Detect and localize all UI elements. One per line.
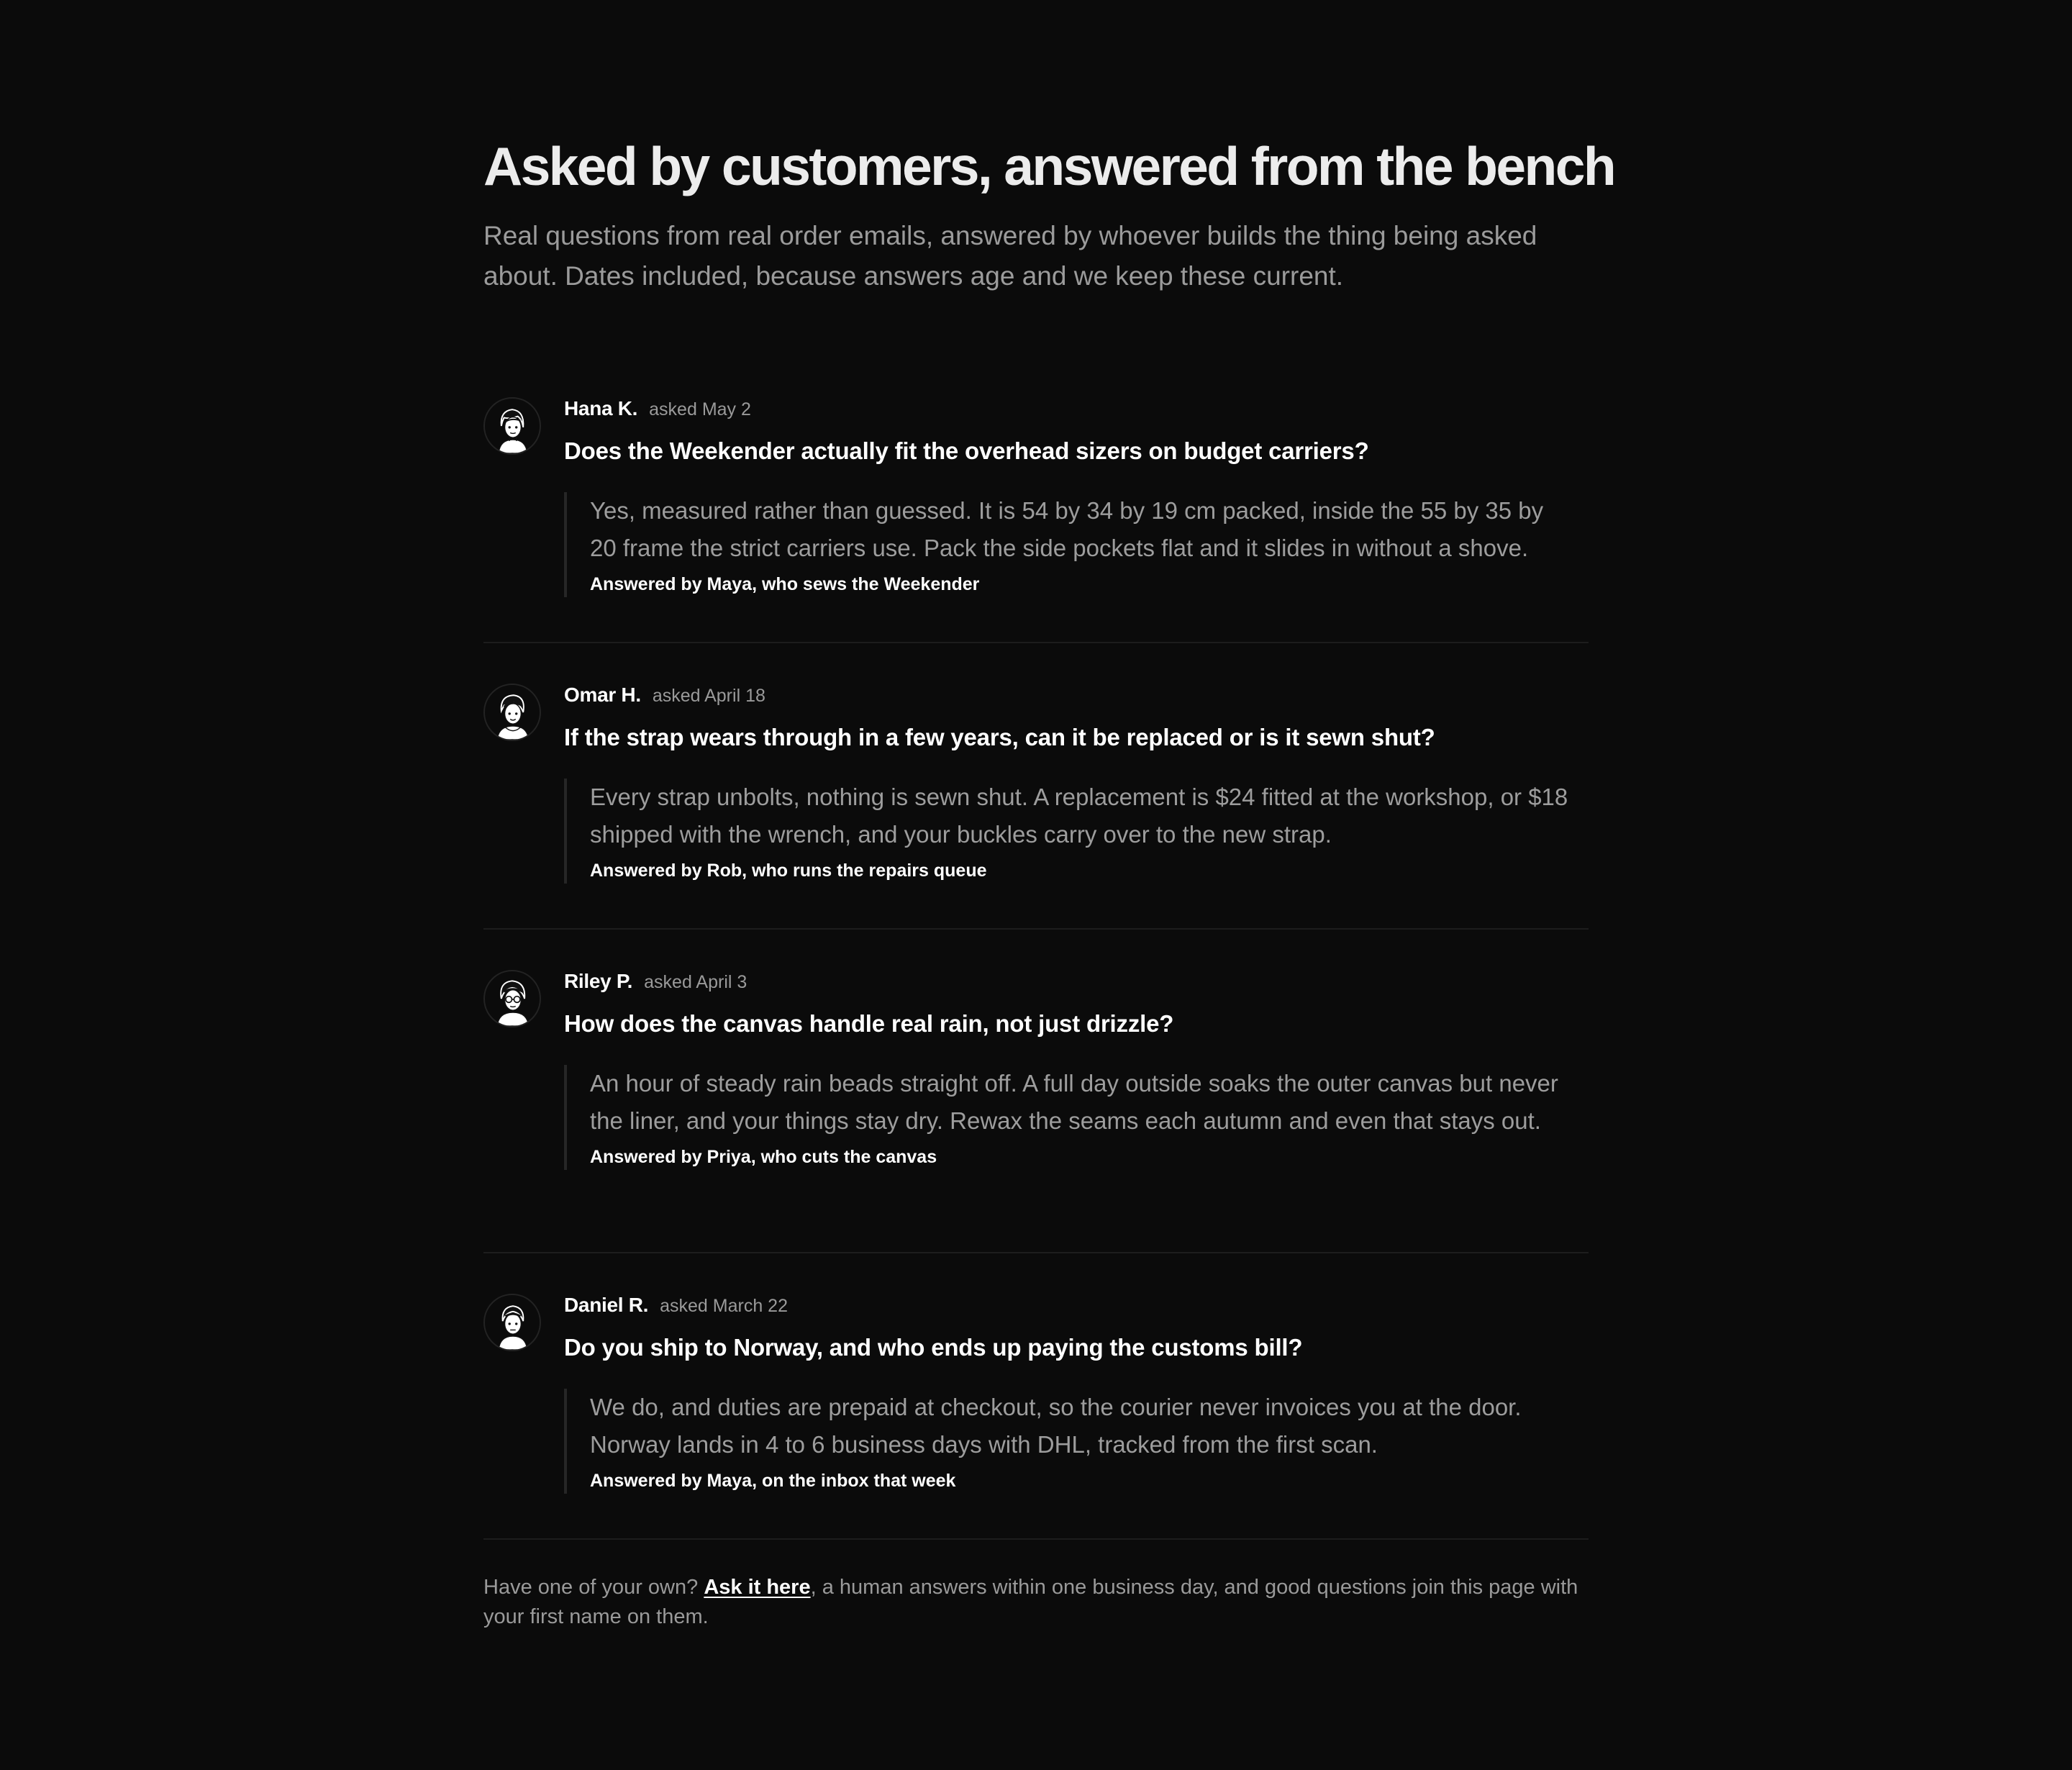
answer-attribution: Answered by Priya, who cuts the canvas bbox=[590, 1147, 937, 1167]
avatar-glasses-icon bbox=[483, 970, 541, 1027]
answer-attribution: Answered by Rob, who runs the repairs queue bbox=[590, 861, 987, 881]
question-meta bbox=[564, 684, 765, 712]
question-item bbox=[483, 684, 1589, 930]
footer-text-after: , a human answers within one business day, and good questions join this page with your first name on them. bbox=[483, 1576, 1578, 1628]
asked-date: asked May 2 bbox=[649, 399, 751, 419]
answer-block bbox=[564, 1389, 1571, 1494]
asker-name: Riley P. bbox=[564, 970, 633, 992]
question-text: If the strap wears through in a few years, can it be replaced or is it sewn shut? bbox=[564, 724, 1435, 750]
question-item bbox=[483, 970, 1589, 1253]
asker-name: Daniel R. bbox=[564, 1294, 649, 1316]
asker-name: Hana K. bbox=[564, 397, 638, 419]
answer-block bbox=[564, 779, 1571, 884]
question-meta bbox=[564, 970, 747, 999]
answer-text: Every strap unbolts, nothing is sewn shut. A replacement is $24 fitted at the workshop, or $18 shipped with the wrench, and your buckles carry over to the new strap. bbox=[590, 784, 1568, 848]
answer-block bbox=[564, 1065, 1571, 1170]
avatar-man-icon bbox=[483, 684, 541, 741]
question-meta bbox=[564, 1294, 788, 1322]
answer-text: An hour of steady rain beads straight off. A full day outside soaks the outer canvas but never the liner, and your things stay dry. Rewax the seams each autumn and even that stays out. bbox=[590, 1070, 1558, 1134]
page-subtitle: Real questions from real order emails, answered by whoever builds the thing being asked about. Dates included, because answers age and we keep these current. bbox=[483, 221, 1537, 291]
question-item bbox=[483, 397, 1589, 643]
question-text: How does the canvas handle real rain, not just drizzle? bbox=[564, 1010, 1174, 1037]
avatar-person-icon bbox=[483, 1294, 541, 1351]
answer-text: Yes, measured rather than guessed. It is 54 by 34 by 19 cm packed, inside the 55 by 35 by 20 frame the strict carriers use. Pack the side pockets flat and it slides in without a shove. bbox=[590, 497, 1544, 561]
page-title: Asked by customers, answered from the bench bbox=[483, 136, 1615, 196]
answer-block bbox=[564, 492, 1571, 597]
answer-text: We do, and duties are prepaid at checkout, so the courier never invoices you at the door. Norway lands in 4 to 6 business days with DHL, tracked from the first scan. bbox=[590, 1394, 1522, 1458]
avatar-woman-icon bbox=[483, 397, 541, 455]
ask-question-link[interactable]: Ask it here bbox=[704, 1576, 811, 1599]
asked-date: asked March 22 bbox=[660, 1296, 788, 1316]
footer-note bbox=[483, 1573, 1589, 1632]
footer-text-before: Have one of your own? bbox=[483, 1576, 704, 1599]
question-text: Does the Weekender actually fit the overhead sizers on budget carriers? bbox=[564, 437, 1369, 464]
question-item bbox=[483, 1294, 1589, 1540]
question-meta bbox=[564, 397, 751, 426]
asker-name: Omar H. bbox=[564, 684, 641, 706]
answer-attribution: Answered by Maya, on the inbox that week bbox=[590, 1471, 956, 1491]
answer-attribution: Answered by Maya, who sews the Weekender bbox=[590, 574, 980, 594]
asked-date: asked April 18 bbox=[652, 686, 765, 706]
question-text: Do you ship to Norway, and who ends up paying the customs bill? bbox=[564, 1334, 1303, 1361]
asked-date: asked April 3 bbox=[644, 972, 748, 992]
